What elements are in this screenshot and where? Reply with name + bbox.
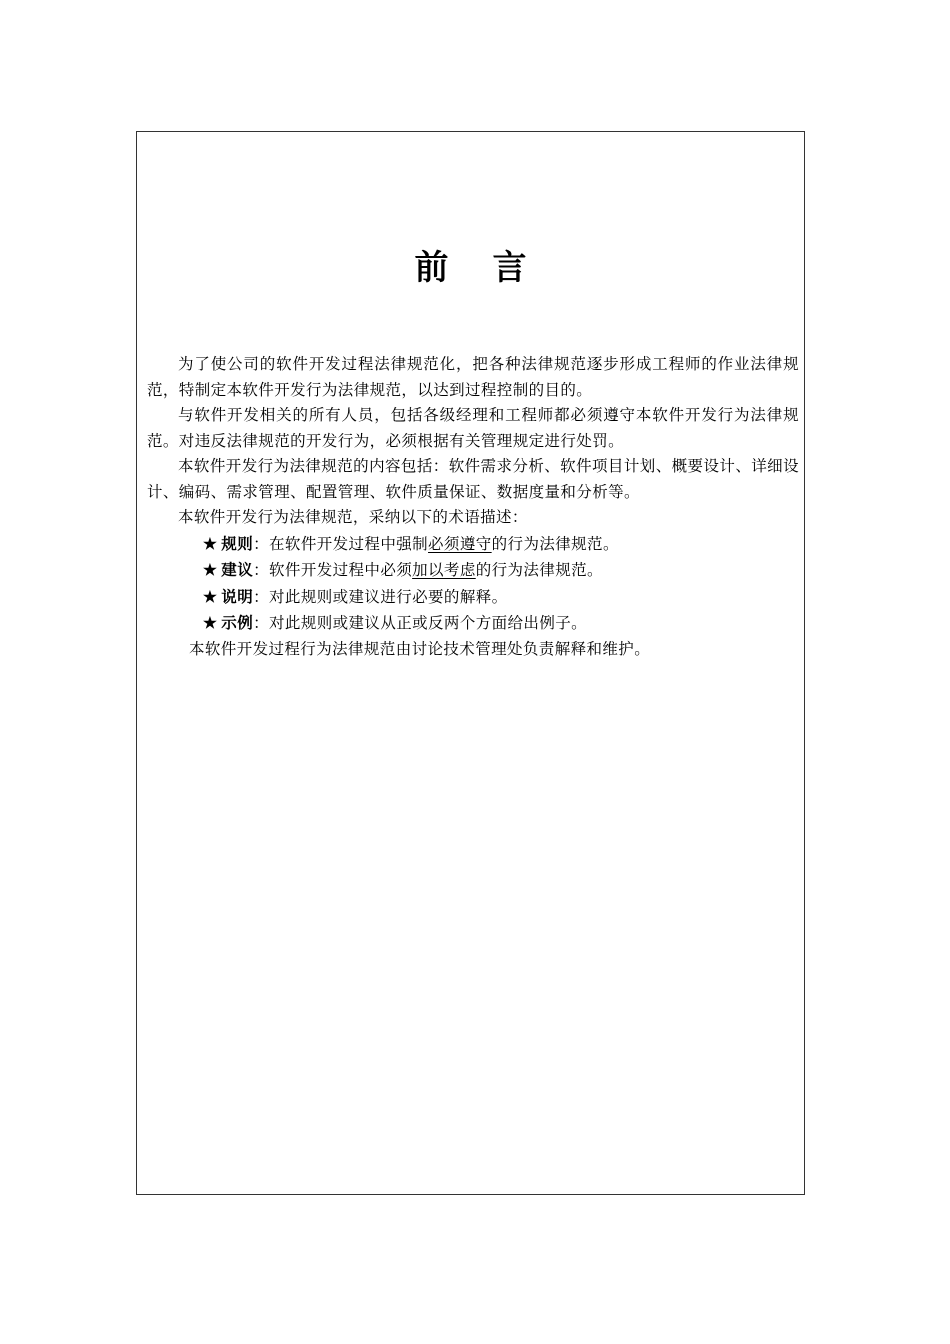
star-icon: ★ (203, 533, 218, 553)
term-separator: ： (253, 614, 270, 632)
term-name: 规则 (221, 533, 254, 553)
term-emphasis: 加以考虑 (412, 561, 476, 579)
star-icon: ★ (203, 560, 218, 579)
term-separator: ： (253, 587, 270, 606)
term-definition: 在软件开发过程中强制 (269, 534, 429, 553)
term-name: 说明 (221, 586, 254, 606)
term-example (147, 610, 799, 637)
term-suggestion (147, 557, 799, 584)
term-definition: 软件开发过程中必须 (269, 561, 413, 579)
term-explanation (147, 584, 799, 611)
term-name: 示例 (221, 613, 254, 632)
term-definition-end: 的行为法律规范。 (491, 534, 619, 553)
paragraph-contents: 本软件开发行为法律规范的内容包括：软件需求分析、软件项目计划、概要设计、详细设计、编码、需求管理、配置管理、软件质量保证、数据度量和分析等。 (147, 457, 799, 501)
preface-body (147, 352, 799, 662)
term-rule (147, 531, 799, 558)
page-frame (136, 131, 805, 1195)
page-title: 前言 (414, 248, 571, 288)
term-separator: ： (253, 561, 270, 579)
term-emphasis: 必须遵守 (428, 534, 492, 553)
paragraph-terms-intro: 本软件开发行为法律规范，采纳以下的术语描述： (178, 508, 528, 526)
term-name: 建议 (221, 560, 254, 579)
term-definition: 对此规则或建议进行必要的解释。 (269, 587, 508, 606)
term-separator: ： (253, 534, 270, 553)
paragraph-scope: 与软件开发相关的所有人员，包括各级经理和工程师都必须遵守本软件开发行为法律规范。对违反法律规范的开发行为，必须根据有关管理规定进行处罚。 (147, 406, 799, 450)
term-definition-end: 的行为法律规范。 (475, 561, 603, 579)
star-icon: ★ (203, 586, 218, 606)
star-icon: ★ (203, 613, 218, 632)
paragraph-purpose: 为了使公司的软件开发过程法律规范化，把各种法律规范逐步形成工程师的作业法律规范，特制定本软件开发行为法律规范，以达到过程控制的目的。 (147, 355, 799, 399)
term-definition: 对此规则或建议从正或反两个方面给出例子。 (269, 614, 588, 632)
paragraph-closing: 本软件开发过程行为法律规范由讨论技术管理处负责解释和维护。 (189, 639, 651, 658)
